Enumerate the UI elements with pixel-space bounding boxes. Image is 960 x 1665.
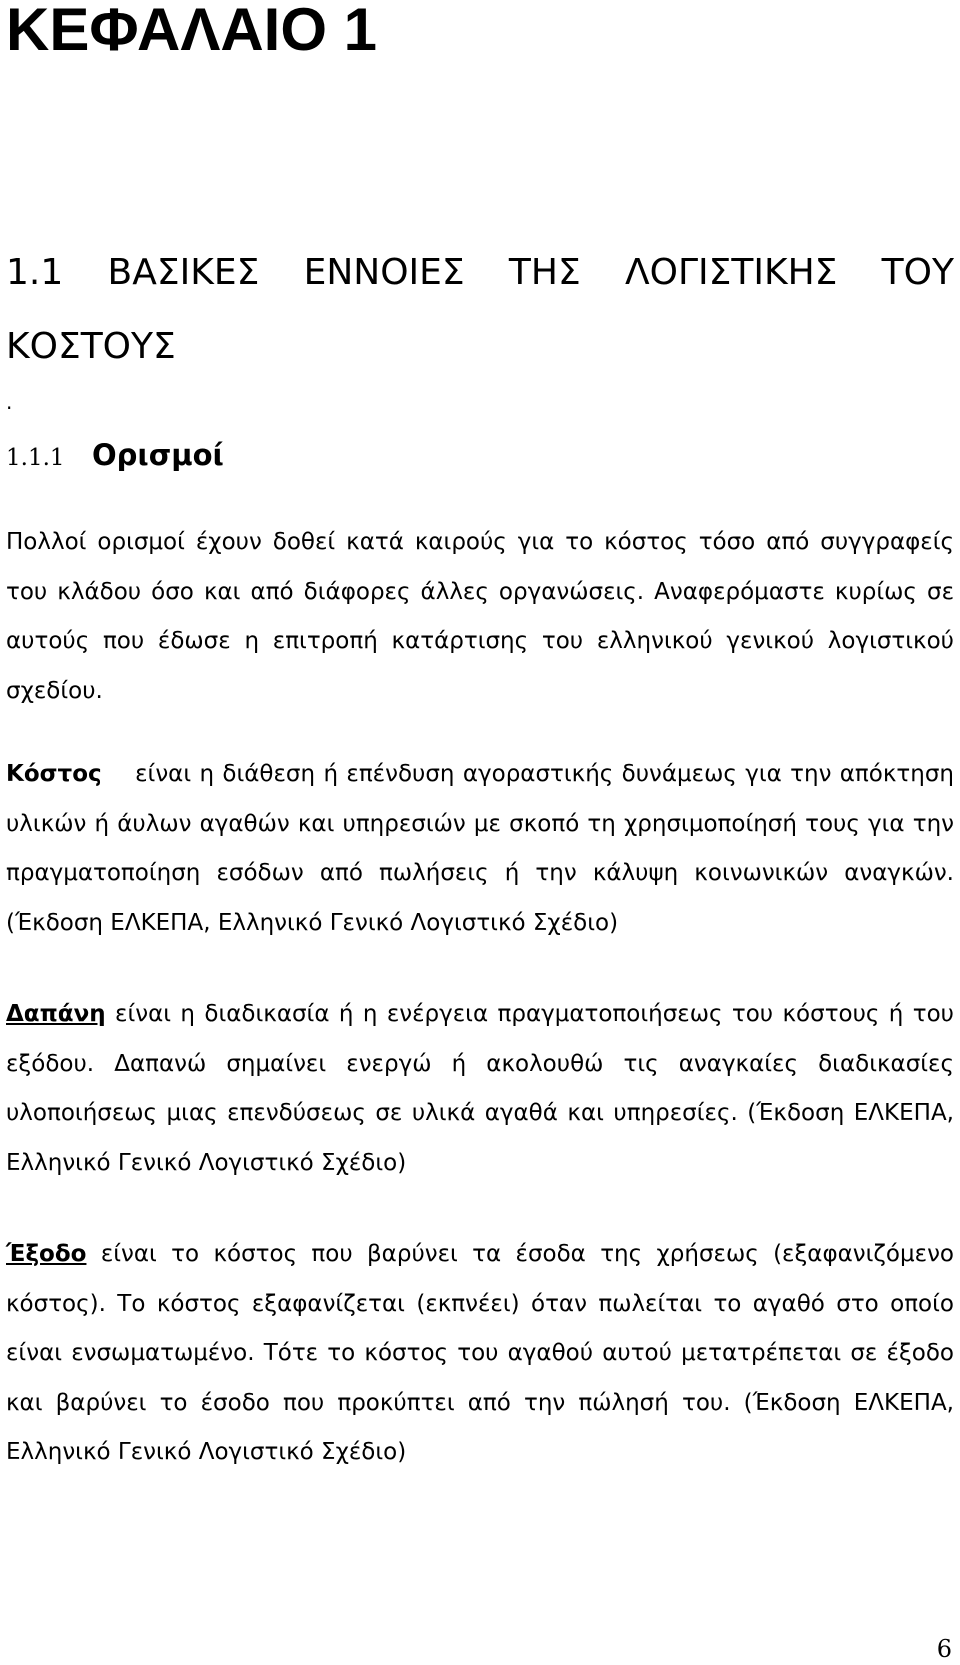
term-cost: Κόστος xyxy=(6,761,102,787)
subsection-heading xyxy=(6,438,224,472)
definition-cost-text: είναι η διάθεση ή επένδυση αγοραστικής δυνάμεως για την απόκτηση υλικών ή άυλων αγαθών και υπηρεσιών με σκοπό τη χρησιμοποίησή τους για την πραγματοποίηση εσόδων από πωλήσεις ή την κάλυψη κοινωνικών αναγκών. (Έκδοση ΕΛΚΕΠΑ, Ελληνικό Γενικό Λογιστικό Σχέδιο) xyxy=(6,761,954,936)
term-expense: Έξοδο xyxy=(6,1241,87,1267)
definition-expense xyxy=(6,1230,954,1478)
definition-cost xyxy=(6,750,954,948)
definition-expenditure xyxy=(6,990,954,1188)
chapter-title: ΚΕΦΑΛΑΙΟ 1 xyxy=(6,0,378,63)
subsection-number: 1.1.1 xyxy=(6,445,65,471)
intro-paragraph: Πολλοί ορισμοί έχουν δοθεί κατά καιρούς για το κόστος τόσο από συγγραφείς του κλάδου όσο και από διάφορες άλλες οργανώσεις. Αναφερόμαστε κυρίως σε αυτούς που έδωσε η επιτροπή κατάρτισης του ελληνικού γενικού λογιστικού σχεδίου. xyxy=(6,529,954,704)
subsection-title: Ορισμοί xyxy=(92,438,224,472)
stray-dot: . xyxy=(6,390,13,414)
definition-expense-text: είναι το κόστος που βαρύνει τα έσοδα της χρήσεως (εξαφανιζόμενο κόστος). Το κόστος εξαφανίζεται (εκπνέει) όταν πωλείται το αγαθό στο οποίο είναι ενσωματωμένο. Τότε το κόστος του αγαθού αυτού μετατρέπεται σε έξοδο και βαρύνει το έσοδο που προκύπτει από την πώλησή του. (Έκδοση ΕΛΚΕΠΑ, Ελληνικό Γενικό Λογιστικό Σχέδιο) xyxy=(6,1241,954,1466)
page-number: 6 xyxy=(936,1635,952,1663)
definition-expenditure-text: είναι η διαδικασία ή η ενέργεια πραγματοποιήσεως του κόστους ή του εξόδου. Δαπανώ σημαίνει ενεργώ ή ακολουθώ τις αναγκαίες διαδικασίες υλοποιήσεως μιας επενδύσεως σε υλικά αγαθά και υπηρεσίες. (Έκδοση ΕΛΚΕΠΑ, Ελληνικό Γενικό Λογιστικό Σχέδιο) xyxy=(6,1001,954,1176)
section-title: 1.1 ΒΑΣΙΚΕΣ ΕΝΝΟΙΕΣ ΤΗΣ ΛΟΓΙΣΤΙΚΗΣ ΤΟΥ ΚΟΣΤΟΥΣ xyxy=(6,252,954,367)
term-expenditure: Δαπάνη xyxy=(6,1001,106,1027)
